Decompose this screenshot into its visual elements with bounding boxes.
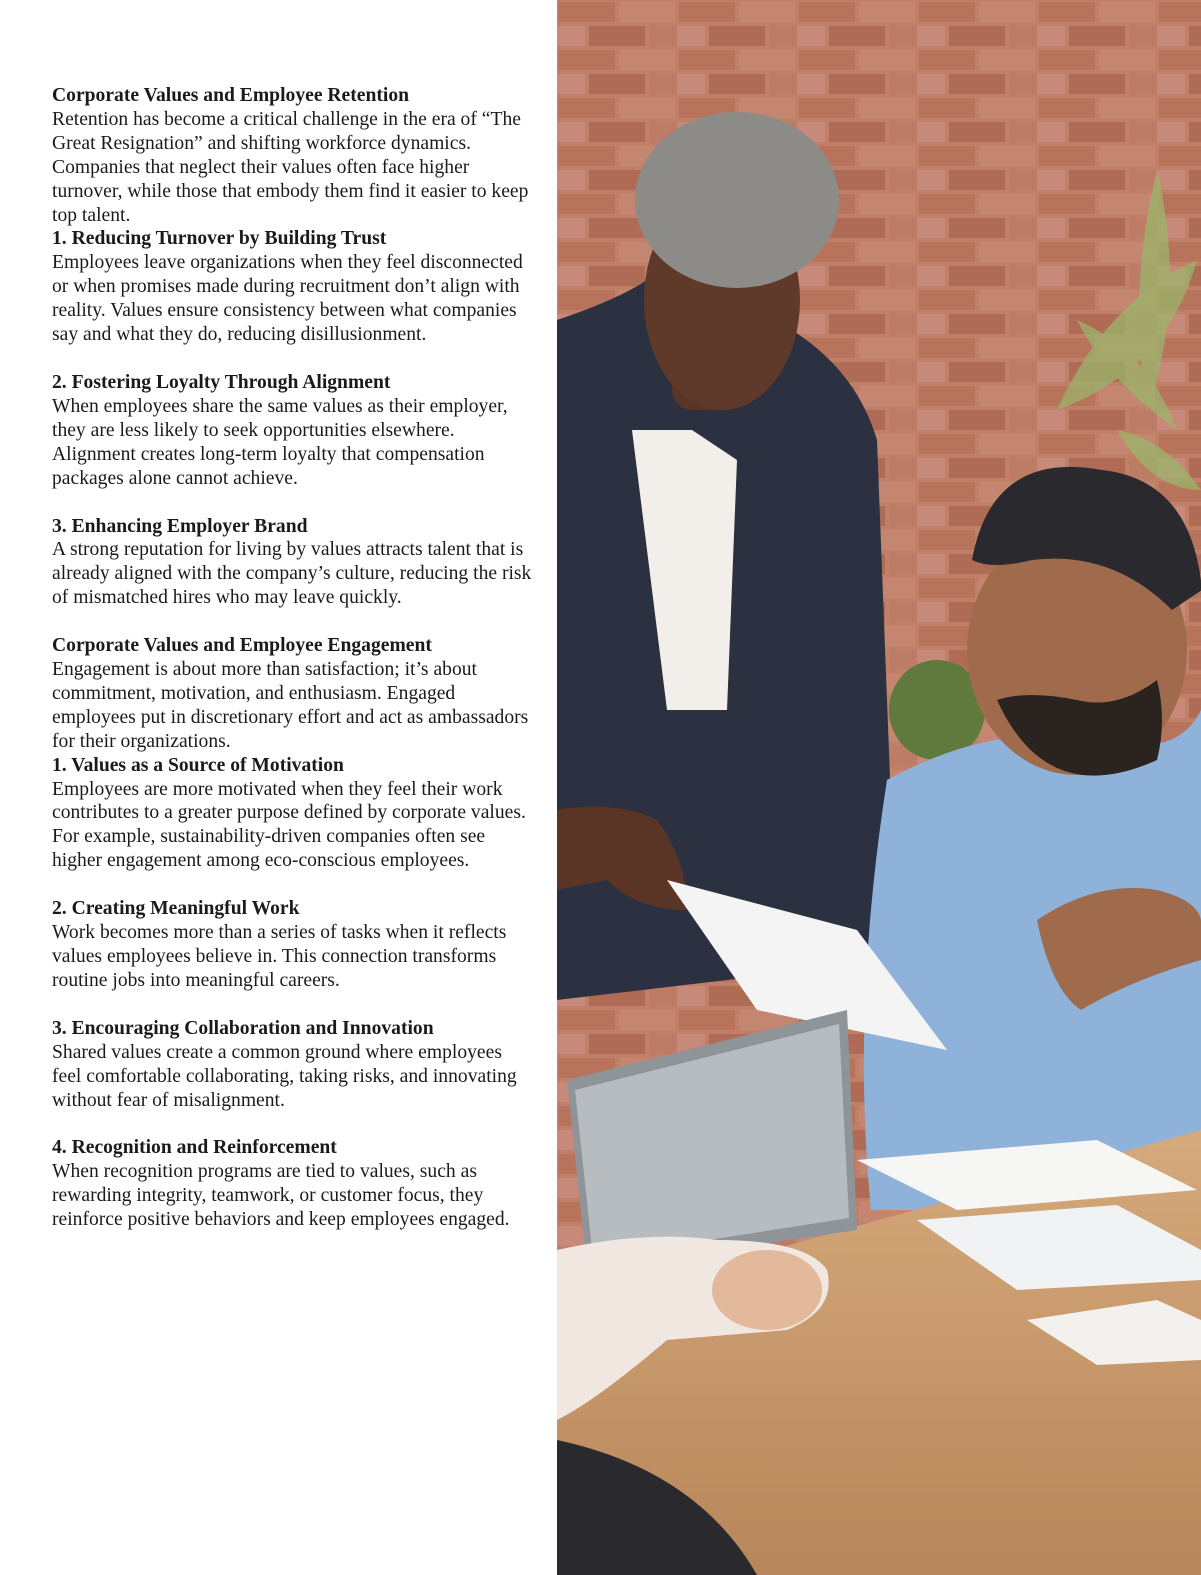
item-body: Employees are more motivated when they feel their work contributes to a greater purpose defined by corporate values. For example, sustainability-driven companies often see higher engagement among eco-conscious employees. — [52, 778, 526, 872]
engagement-item-3 — [52, 1017, 532, 1113]
section-intro-engagement: Engagement is about more than satisfaction; it’s about commitment, motivation, and enthusiasm. Engaged employees put in discretionary effort and act as ambassadors for their organizations. — [52, 659, 529, 752]
item-body: Shared values create a common ground where employees feel comfortable collaborating, taking risks, and innovating without fear of misalignment. — [52, 1041, 517, 1111]
office-meeting-photo — [557, 0, 1201, 1575]
retention-item-2 — [52, 371, 532, 491]
section-heading-retention: Corporate Values and Employee Retention — [52, 85, 410, 106]
item-title: 3. Enhancing Employer Brand — [52, 515, 308, 537]
section-intro-retention: Retention has become a critical challenge in the era of “The Great Resignation” and shifting workforce dynamics. Companies that neglect their values often face higher turnover, while those that embody them find it easier to keep top talent. — [52, 108, 529, 226]
woman-hair — [635, 112, 839, 288]
retention-item-1 — [52, 227, 532, 347]
engagement-item-2 — [52, 897, 532, 993]
item-body: A strong reputation for living by values attracts talent that is already aligned with the company’s culture, reducing the risk of mismatched hires who may leave quickly. — [52, 539, 532, 609]
item-title: 2. Creating Meaningful Work — [52, 898, 300, 920]
foreground-hand — [712, 1250, 822, 1330]
item-title: 1. Values as a Source of Motivation — [52, 754, 344, 776]
item-body: When employees share the same values as their employer, they are less likely to seek opportunities elsewhere. Alignment creates long-term loyalty that compensation packages alone cannot achieve. — [52, 395, 508, 489]
item-title: 4. Recognition and Reinforcement — [52, 1137, 337, 1159]
item-body: When recognition programs are tied to values, such as rewarding integrity, teamwork, or customer focus, they reinforce positive behaviors and keep employees engaged. — [52, 1161, 510, 1231]
retention-item-3 — [52, 515, 532, 611]
item-body: Employees leave organizations when they feel disconnected or when promises made during recruitment don’t align with reality. Values ensure consistency between what companies say and what they do, reducing disillusionment. — [52, 252, 523, 346]
engagement-item-4 — [52, 1136, 532, 1232]
item-title: 3. Encouraging Collaboration and Innovation — [52, 1017, 434, 1039]
photo-illustration — [557, 0, 1201, 1575]
engagement-item-1 — [52, 754, 532, 874]
item-title: 1. Reducing Turnover by Building Trust — [52, 228, 387, 250]
section-heading-engagement: Corporate Values and Employee Engagement — [52, 635, 432, 657]
item-title: 2. Fostering Loyalty Through Alignment — [52, 371, 391, 393]
item-body: Work becomes more than a series of tasks when it reflects values employees believe in. This connection transforms routine jobs into meaningful careers. — [52, 922, 507, 991]
article-text-column — [52, 84, 532, 1256]
